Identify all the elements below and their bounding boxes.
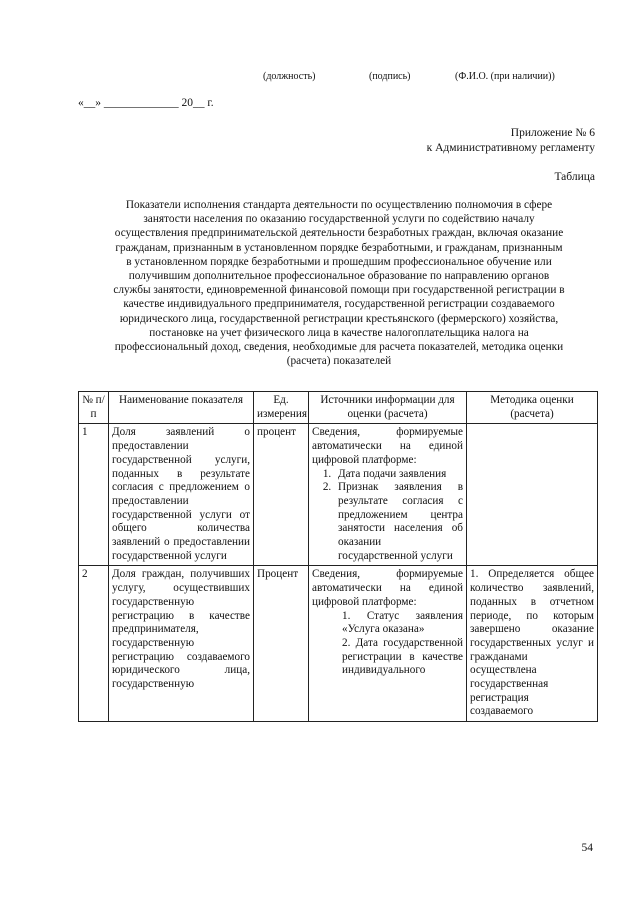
heading-line: качестве индивидуального предпринимателя, государственной регистрации создаваемого xyxy=(123,298,555,311)
source-item: 2. Дата государственной регистрации в качестве индивидуального xyxy=(342,636,463,677)
row-source xyxy=(309,566,467,722)
heading-line: осуществления предпринимательской деятельности безработных граждан, включая оказание xyxy=(114,227,564,240)
header-method: Методика оценки (расчета) xyxy=(467,392,598,424)
table-heading xyxy=(79,198,599,368)
table-label: Таблица xyxy=(554,171,595,183)
row-unit: Процент xyxy=(254,566,309,722)
name-caption: (Ф.И.О. (при наличии)) xyxy=(455,71,555,82)
appendix-number: Приложение № 6 xyxy=(510,127,595,139)
row-method xyxy=(467,424,598,566)
source-intro: Сведения, формируемые автоматически на единой цифровой платформе: xyxy=(312,568,463,608)
heading-line: постановке на учет физического лица в качестве налогоплательщика налога на xyxy=(149,326,529,339)
row-num: 2 xyxy=(79,566,109,722)
source-intro: Сведения, формируемые автоматически на единой цифровой платформе: xyxy=(312,426,463,466)
header-num: № п/п xyxy=(79,392,109,424)
row-source xyxy=(309,424,467,566)
header-source: Источники информации для оценки (расчета) xyxy=(309,392,467,424)
source-item: 1. Статус заявления «Услуга оказана» xyxy=(342,609,463,636)
table-header-row xyxy=(79,392,598,424)
header-name: Наименование показателя xyxy=(109,392,254,424)
heading-line: (расчета) показателей xyxy=(286,355,392,368)
source-item: 2. Признак заявления в результате согласия с предложением центра занятости населения об оказании государственной услуги xyxy=(334,481,463,563)
page-number: 54 xyxy=(581,842,593,854)
row-method: 1. Определяется общее количество заявлений, поданных в отчетном периоде, по которым завершено оказание государственных услуг и гражданами осуществлена государственная регистрация создаваемого xyxy=(467,566,598,722)
table-row xyxy=(79,424,598,566)
position-caption: (должность) xyxy=(263,71,316,82)
date-line: «__» _____________ 20__ г. xyxy=(78,97,214,109)
heading-line: гражданам, признанным в установленном порядке безработными, и гражданам, признанным xyxy=(115,241,563,254)
source-list xyxy=(312,468,463,564)
heading-line: занятости населения по оказанию государственной услуги по содействию началу xyxy=(143,213,535,226)
heading-line: службы занятости, единовременной финансовой помощи при государственной регистрации в xyxy=(113,284,565,297)
table-row xyxy=(79,566,598,722)
row-unit: процент xyxy=(254,424,309,566)
row-indicator-name: Доля граждан, получивших услугу, осуществивших государственную регистрацию в качестве предпринимателя, государственную регистрацию создаваемого юридического лица, государственную xyxy=(109,566,254,722)
heading-line: юридического лица, государственной регистрации крестьянского (фермерского) хозяйства, xyxy=(119,312,559,325)
indicators-table xyxy=(78,391,598,722)
appendix-reference: к Административному регламенту xyxy=(426,141,595,154)
row-indicator-name: Доля заявлений о предоставлении государственной услуги, поданных в результате согласия с предложением о предоставлении государственной услуги от общего количества заявлений о предоставлении государственной услуги xyxy=(109,424,254,566)
signature-row xyxy=(0,71,640,85)
heading-line: получившим дополнительное профессиональное образование по направлению органов xyxy=(128,270,550,283)
appendix-caption xyxy=(427,126,595,155)
source-item: 1. Дата подачи заявления xyxy=(334,468,463,482)
row-num: 1 xyxy=(79,424,109,566)
header-unit: Ед. измерения xyxy=(254,392,309,424)
heading-line: Показатели исполнения стандарта деятельности по осуществлению полномочия в сфере xyxy=(125,199,553,211)
heading-line: профессиональный доход, сведения, необходимые для расчета показателей, методика оценки xyxy=(114,341,564,354)
heading-line: в установленном порядке безработными и прошедшим профессиональное обучение или xyxy=(126,255,552,268)
signature-caption: (подпись) xyxy=(369,71,411,82)
